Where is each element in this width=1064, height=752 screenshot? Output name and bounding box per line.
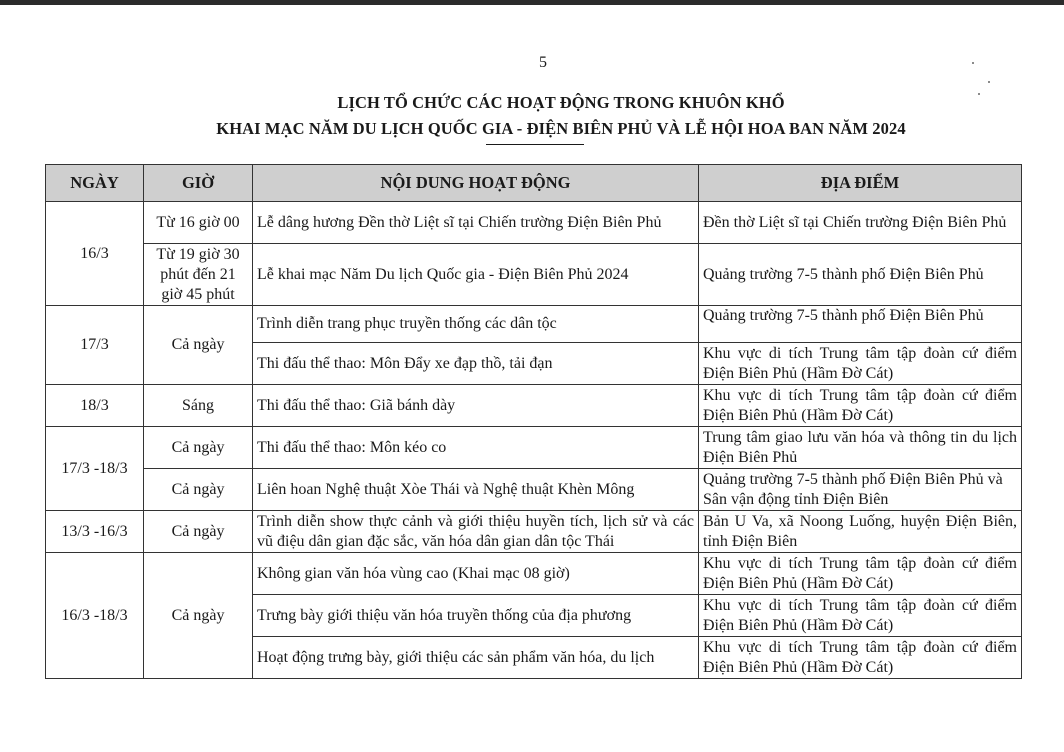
activity-cell: Liên hoan Nghệ thuật Xòe Thái và Nghệ thuật Khèn Mông	[253, 469, 699, 511]
table-row	[46, 469, 1022, 511]
header-activity: NỘI DUNG HOẠT ĐỘNG	[253, 165, 699, 202]
activity-cell: Trưng bày giới thiệu văn hóa truyền thống của địa phương	[253, 595, 699, 637]
activity-cell: Lễ dâng hương Đền thờ Liệt sĩ tại Chiến trường Điện Biên Phủ	[253, 202, 699, 244]
activity-cell: Thi đấu thể thao: Môn Đẩy xe đạp thồ, tải đạn	[253, 343, 699, 385]
header-location: ĐỊA ĐIỂM	[699, 165, 1022, 202]
activity-cell: Hoạt động trưng bày, giới thiệu các sản phẩm văn hóa, du lịch	[253, 637, 699, 679]
title-underline	[486, 144, 584, 145]
date-cell: 17/3	[46, 306, 144, 385]
location-cell: Khu vực di tích Trung tâm tập đoàn cứ điểm Điện Biên Phủ (Hầm Đờ Cát)	[699, 385, 1022, 427]
location-cell: Khu vực di tích Trung tâm tập đoàn cứ điểm Điện Biên Phủ (Hầm Đờ Cát)	[699, 553, 1022, 595]
location-cell: Quảng trường 7-5 thành phố Điện Biên Phủ	[699, 244, 1022, 306]
table-row	[46, 306, 1022, 343]
location-cell: Khu vực di tích Trung tâm tập đoàn cứ điểm Điện Biên Phủ (Hầm Đờ Cát)	[699, 343, 1022, 385]
location-cell: Khu vực di tích Trung tâm tập đoàn cứ điểm Điện Biên Phủ (Hầm Đờ Cát)	[699, 637, 1022, 679]
time-cell: Từ 19 giờ 30 phút đến 21 giờ 45 phút	[144, 244, 253, 306]
header-date: NGÀY	[46, 165, 144, 202]
header-time: GIỜ	[144, 165, 253, 202]
activity-cell: Thi đấu thể thao: Môn kéo co	[253, 427, 699, 469]
location-cell: Đền thờ Liệt sĩ tại Chiến trường Điện Biên Phủ	[699, 202, 1022, 244]
time-cell: Cả ngày	[144, 511, 253, 553]
activity-cell: Lễ khai mạc Năm Du lịch Quốc gia - Điện Biên Phủ 2024	[253, 244, 699, 306]
time-cell: Cả ngày	[144, 553, 253, 679]
date-cell: 17/3 -18/3	[46, 427, 144, 511]
time-cell: Sáng	[144, 385, 253, 427]
table-row	[46, 385, 1022, 427]
table-row	[46, 511, 1022, 553]
date-cell: 16/3	[46, 202, 144, 306]
location-cell: Quảng trường 7-5 thành phố Điện Biên Phủ và Sân vận động tỉnh Điện Biên	[699, 469, 1022, 511]
schedule-table	[45, 164, 1022, 679]
time-cell: Cả ngày	[144, 306, 253, 385]
activity-cell: Thi đấu thể thao: Giã bánh dày	[253, 385, 699, 427]
location-cell: Khu vực di tích Trung tâm tập đoàn cứ điểm Điện Biên Phủ (Hầm Đờ Cát)	[699, 595, 1022, 637]
location-cell: Bản U Va, xã Noong Luống, huyện Điện Biên, tỉnh Điện Biên	[699, 511, 1022, 553]
activity-cell: Trình diễn show thực cảnh và giới thiệu huyền tích, lịch sử và các vũ điệu dân gian đặc sắc, văn hóa dân gian dân tộc Thái	[253, 511, 699, 553]
document-title-line-1: LỊCH TỔ CHỨC CÁC HOẠT ĐỘNG TRONG KHUÔN KHỔ	[337, 93, 785, 112]
document-title-line-2: KHAI MẠC NĂM DU LỊCH QUỐC GIA - ĐIỆN BIÊN PHỦ VÀ LỄ HỘI HOA BAN NĂM 2024	[216, 119, 906, 138]
date-cell: 16/3 -18/3	[46, 553, 144, 679]
table-row	[46, 244, 1022, 306]
scan-top-border	[0, 0, 1064, 5]
table-row	[46, 553, 1022, 595]
table-row	[46, 427, 1022, 469]
time-cell: Cả ngày	[144, 427, 253, 469]
date-cell: 13/3 -16/3	[46, 511, 144, 553]
time-cell: Cả ngày	[144, 469, 253, 511]
location-cell: Quảng trường 7-5 thành phố Điện Biên Phủ	[699, 306, 1022, 343]
header-row	[46, 165, 1022, 202]
activity-cell: Trình diễn trang phục truyền thống các dân tộc	[253, 306, 699, 343]
page-number: 5	[539, 54, 547, 71]
time-cell: Từ 16 giờ 00	[144, 202, 253, 244]
location-cell: Trung tâm giao lưu văn hóa và thông tin du lịch Điện Biên Phủ	[699, 427, 1022, 469]
date-cell: 18/3	[46, 385, 144, 427]
activity-cell: Không gian văn hóa vùng cao (Khai mạc 08 giờ)	[253, 553, 699, 595]
table-row	[46, 202, 1022, 244]
